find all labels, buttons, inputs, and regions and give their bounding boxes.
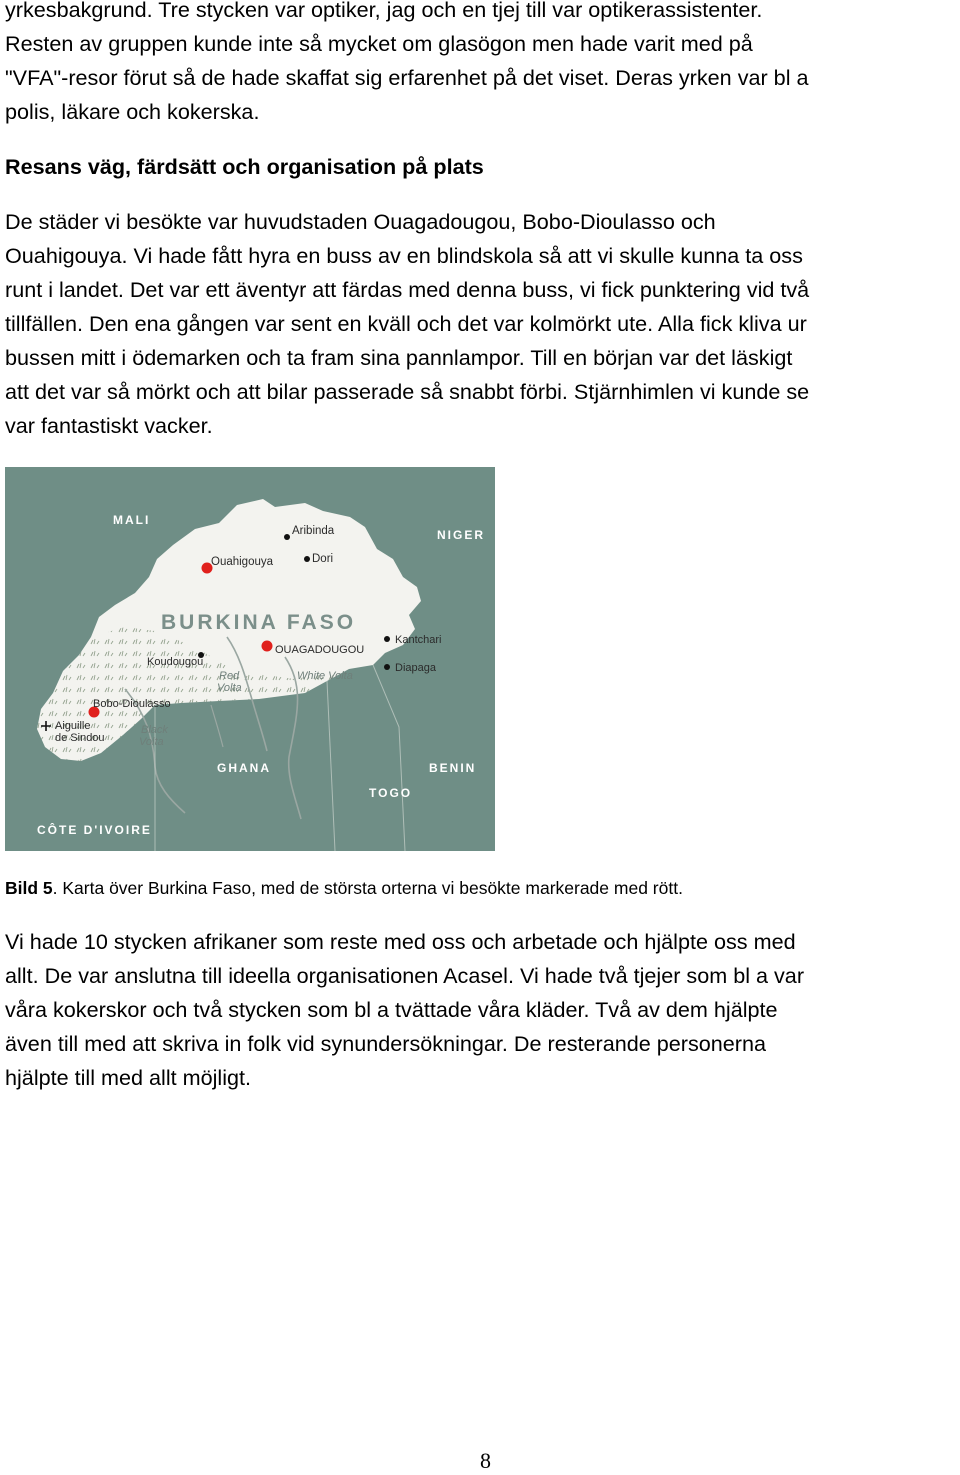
text-line: var fantastiskt vacker. — [5, 413, 213, 438]
label-koudougou: Koudougou — [147, 656, 204, 668]
label-ghana: GHANA — [217, 761, 271, 775]
text-line: våra kokerskor och två stycken som bl a tvättade våra kläder. Två av dem hjälpte — [5, 997, 778, 1022]
label-ouagadougou: OUAGADOUGOU — [275, 644, 365, 656]
label-kantchari: Kantchari — [395, 634, 442, 646]
text-line: att det var så mörkt och att bilar passerade så snabbt förbi. Stjärnhimlen vi kunde se — [5, 379, 810, 404]
burkina-faso-map — [5, 467, 495, 851]
marker-kantchari — [384, 636, 390, 642]
label-mali: MALI — [113, 513, 151, 527]
caption-label: Bild 5 — [5, 878, 53, 898]
text-line: polis, läkare och kokerska. — [5, 99, 260, 124]
label-red-volta: Red — [219, 670, 240, 682]
label-cote-divoire: CÔTE D'IVOIRE — [37, 823, 152, 837]
text-line: även till med att skriva in folk vid synundersökningar. De resterande personerna — [5, 1031, 766, 1056]
text-line: yrkesbakgrund. Tre stycken var optiker, jag och en tjej till var optikerassistenter. — [5, 0, 763, 22]
label-white-volta: White Volta — [297, 670, 353, 682]
text-line: Vi hade 10 stycken afrikaner som reste med oss och arbetade och hjälpte oss med — [5, 929, 796, 954]
label-black-volta-2: Volta — [139, 736, 164, 748]
label-diapaga: Diapaga — [395, 662, 436, 674]
page-number: 8 — [480, 1448, 491, 1473]
label-de-sindou: de Sindou — [55, 732, 105, 744]
map-graphic — [5, 467, 495, 851]
caption-text: . Karta över Burkina Faso, med de största orterna vi besökte markerade med rött. — [52, 878, 683, 898]
label-country: BURKINA FASO — [161, 611, 357, 634]
figure-caption — [5, 873, 683, 903]
label-benin: BENIN — [429, 761, 477, 775]
marker-dori — [304, 556, 310, 562]
travel-paragraph — [5, 205, 957, 443]
text-line: tillfällen. Den ena gången var sent en kväll och det var kolmörkt ute. Alla fick kliva ur — [5, 311, 807, 336]
text-line: runt i landet. Det var ett äventyr att färdas med denna buss, vi fick punktering vid två — [5, 277, 810, 302]
label-aiguille: Aiguille — [55, 720, 91, 732]
label-red-volta-2: Volta — [217, 682, 242, 694]
intro-paragraph — [5, 0, 957, 129]
label-ouahigouya: Ouahigouya — [211, 556, 274, 568]
text-line: De städer vi besökte var huvudstaden Ouagadougou, Bobo-Dioulasso och — [5, 209, 716, 234]
label-dori: Dori — [312, 553, 334, 565]
text-line: allt. De var anslutna till ideella organisationen Acasel. Vi hade två tjejer som bl a var — [5, 963, 805, 988]
label-aribinda: Aribinda — [292, 525, 335, 537]
marker-diapaga — [384, 664, 390, 670]
text-line: Resten av gruppen kunde inte så mycket om glasögon men hade varit med på — [5, 31, 753, 56]
label-niger: NIGER — [437, 528, 486, 542]
label-bobo-dioulasso: Bobo-Dioulasso — [93, 698, 171, 710]
label-black-volta: Black — [141, 724, 168, 736]
text-line: hjälpte till med allt möjligt. — [5, 1065, 252, 1090]
helpers-paragraph — [5, 925, 957, 1095]
text-line: Ouahigouya. Vi hade fått hyra en buss av en blindskola så att vi skulle kunna ta oss — [5, 243, 803, 268]
section-heading: Resans väg, färdsätt och organisation på plats — [5, 154, 484, 179]
label-togo: TOGO — [369, 786, 413, 800]
marker-ouagadougou — [262, 641, 273, 652]
text-line: "VFA"-resor förut så de hade skaffat sig erfarenhet på det viset. Deras yrken var bl a — [5, 65, 809, 90]
marker-aribinda — [284, 534, 290, 540]
text-line: bussen mitt i ödemarken och ta fram sina pannlampor. Till en början var det läskigt — [5, 345, 793, 370]
